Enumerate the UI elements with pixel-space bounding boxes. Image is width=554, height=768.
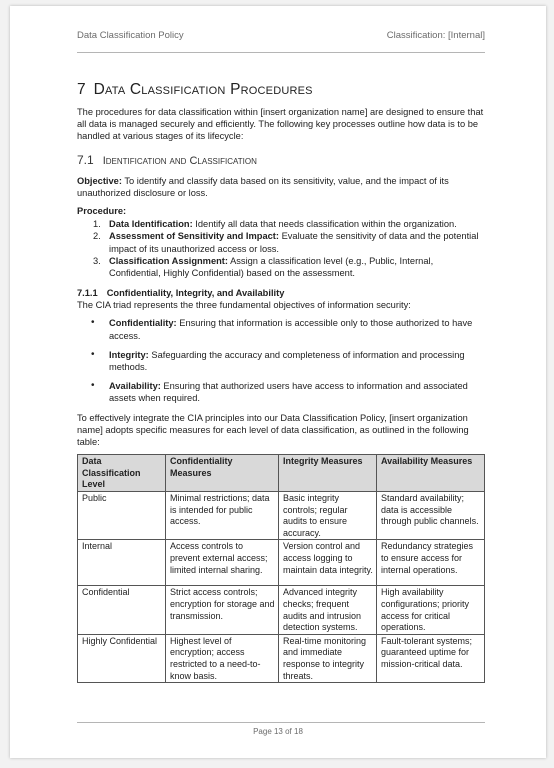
table-row [78, 634, 485, 682]
step-number: 3. [93, 255, 101, 266]
list-item [77, 349, 485, 373]
procedure-label: Procedure: [77, 206, 127, 217]
column-header: Data Classification Level [78, 455, 166, 492]
list-item [77, 317, 485, 341]
step-text: Evaluate the sensitivity of data and the potential impact of its unauthorized access or loss. [109, 231, 479, 254]
section-title: Data Classification Procedures [93, 81, 313, 98]
section-number: 7 [77, 81, 86, 98]
table-row [78, 586, 485, 634]
bullet-label: Confidentiality: [109, 318, 177, 329]
cia-bullet-list [77, 317, 485, 404]
subsubsection-number: 7.1.1 [77, 288, 98, 299]
table-cell: Access controls to prevent external access; limited internal sharing. [166, 540, 279, 586]
document-page [10, 6, 546, 758]
step-label: Classification Assignment: [109, 255, 228, 266]
section-heading [77, 80, 485, 100]
column-header: Availability Measures [377, 455, 485, 492]
table-cell: Strict access controls; encryption for storage and transmission. [166, 586, 279, 634]
subsubsection-title: Confidentiality, Integrity, and Availability [106, 288, 285, 299]
table-cell: Confidential [78, 586, 166, 634]
bullet-label: Availability: [109, 381, 161, 392]
table-cell: Highly Confidential [78, 634, 166, 682]
bullet-icon: • [91, 348, 95, 360]
list-item [77, 218, 485, 230]
list-item [77, 255, 485, 279]
header-divider [77, 52, 485, 53]
footer-divider [77, 722, 485, 723]
header-title: Data Classification Policy [77, 30, 184, 41]
bullet-text: Ensuring that authorized users have access to information and associated assets when required. [109, 381, 468, 404]
column-header: Integrity Measures [279, 455, 377, 492]
procedure-label-paragraph [77, 205, 485, 217]
table-cell: Redundancy strategies to ensure access for internal operations. [377, 540, 485, 586]
table-cell: Internal [78, 540, 166, 586]
subsection-heading [77, 153, 485, 169]
table-cell: Minimal restrictions; data is intended for public access. [166, 492, 279, 540]
procedure-list [77, 218, 485, 279]
subsubsection-heading [77, 287, 485, 299]
step-label: Data Identification: [109, 219, 193, 230]
table-cell: Fault-tolerant systems; guaranteed uptime for mission-critical data. [377, 634, 485, 682]
table-cell: Highest level of encryption; access restricted to a need-to-know basis. [166, 634, 279, 682]
table-cell: Advanced integrity checks; frequent audits and intrusion detection systems. [279, 586, 377, 634]
table-cell: Basic integrity controls; regular audits to ensure accuracy. [279, 492, 377, 540]
table-row [78, 492, 485, 540]
objective-paragraph [77, 175, 485, 199]
table-row [78, 540, 485, 586]
list-item [77, 230, 485, 254]
table-header-row [78, 455, 485, 492]
step-number: 2. [93, 231, 101, 242]
table-intro: To effectively integrate the CIA principles into our Data Classification Policy, [insert organization name] adopts specific measures for each level of data classification, as outlined in the following table: [77, 412, 469, 448]
list-item [77, 380, 485, 404]
objective-text: To identify and classify data based on its sensitivity, value, and the impact of its unauthorized disclosure or loss. [77, 175, 449, 198]
subsection-number: 7.1 [77, 152, 94, 167]
cia-intro: The CIA triad represents the three fundamental objectives of information security: [77, 300, 411, 311]
step-text: Assign a classification level (e.g., Public, Internal, Confidential, Highly Confidential) based on the assessment. [109, 255, 434, 279]
header-classification: Classification: [Internal] [386, 30, 485, 41]
step-text: Identify all data that needs classification within the organization. [192, 219, 457, 230]
step-label: Assessment of Sensitivity and Impact: [109, 231, 279, 242]
table-cell: Real-time monitoring and immediate response to integrity threats. [279, 634, 377, 682]
table-cell: Public [78, 492, 166, 540]
page-number: Page 13 of 18 [253, 727, 303, 736]
section-intro: The procedures for data classification within [insert organization name] are designed to ensure that all data is managed securely and efficiently. The following key processes outline how data is to be handled at various stages of its lifecycle: [77, 107, 484, 142]
bullet-icon: • [91, 380, 95, 392]
step-number: 1. [93, 219, 101, 230]
bullet-label: Integrity: [109, 349, 149, 360]
bullet-icon: • [91, 317, 95, 329]
table-cell: High availability configurations; priority access for critical operations. [377, 586, 485, 634]
objective-label: Objective: [77, 175, 122, 186]
table-cell: Standard availability; data is accessible through public channels. [377, 492, 485, 540]
bullet-text: Safeguarding the accuracy and completeness of information and processing methods. [109, 349, 465, 373]
table-cell: Version control and access logging to maintain data integrity. [279, 540, 377, 586]
page-header [77, 30, 485, 41]
subsection-title: Identification and Classification [102, 154, 257, 167]
page-body [77, 80, 485, 683]
column-header: Confidentiality Measures [166, 455, 279, 492]
cia-measures-table [77, 454, 485, 683]
bullet-text: Ensuring that information is accessible only to those authorized to have access. [109, 318, 473, 341]
